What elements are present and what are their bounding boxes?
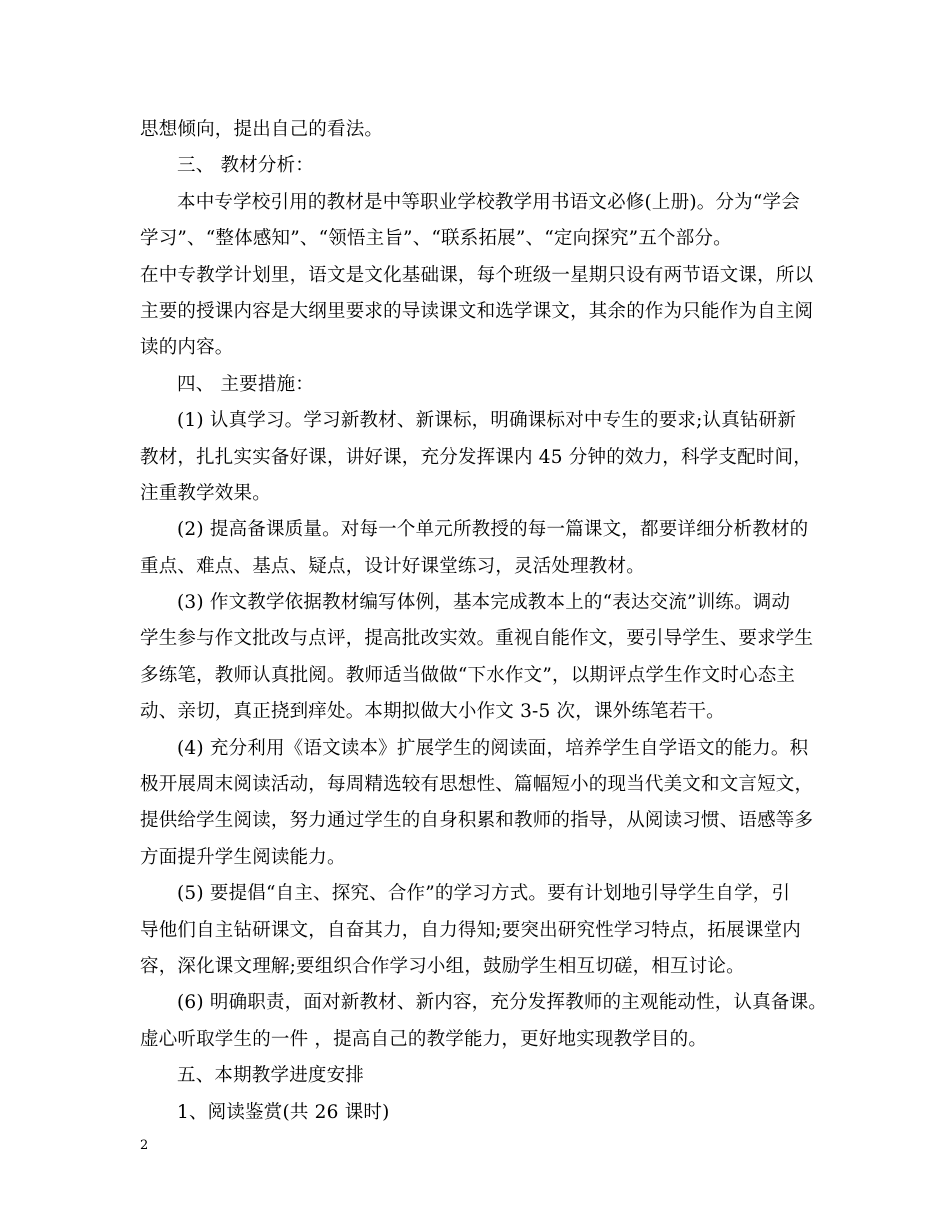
- text-line: 主要的授课内容是大纲里要求的导读课文和选学课文，其余的作为只能作为自主阅: [140, 300, 814, 322]
- text-line: 提供给学生阅读，努力通过学生的自身积累和教师的指导，从阅读习惯、语感等多: [140, 810, 814, 832]
- text-line: (6) 明确职责，面对新教材、新内容，充分发挥教师的主观能动性，认真备课。: [177, 992, 827, 1014]
- text-line: 学习”、“整体感知”、“领悟主旨”、“联系拓展”、“定向探究”五个部分。: [140, 228, 732, 250]
- text-line: 多练笔，教师认真批阅。教师适当做做“下水作文”，以期评点学生作文时心态主: [140, 664, 796, 686]
- text-line: 方面提升学生阅读能力。: [140, 846, 346, 868]
- text-line: 学生参与作文批改与点评，提高批改实效。重视自能作文，要引导学生、要求学生: [140, 628, 814, 650]
- text-line: 本中专学校引用的教材是中等职业学校教学用书语文必修(上册)。分为“学会: [177, 191, 800, 213]
- text-line: (2) 提高备课质量。对每一个单元所教授的每一篇课文，都要详细分析教材的: [177, 519, 809, 541]
- text-line: 注重教学效果。: [140, 482, 271, 504]
- text-line: 极开展周末阅读活动，每周精选较有思想性、篇幅短小的现当代美文和文言短文，: [140, 774, 814, 796]
- text-line: 在中专教学计划里，语文是文化基础课，每个班级一星期只设有两节语文课，所以: [140, 264, 814, 286]
- text-line: 五、本期教学进度安排: [177, 1065, 365, 1087]
- text-line: (4) 充分利用《语文读本》扩展学生的阅读面，培养学生自学语文的能力。积: [177, 737, 809, 759]
- text-line: 虚心听取学生的一件 ，提高自己的教学能力，更好地实现教学目的。: [140, 1028, 708, 1050]
- page-number: 2: [140, 1138, 149, 1153]
- text-line: 动、亲切，真正挠到痒处。本期拟做大小作文 3-5 次，课外练笔若干。: [140, 701, 725, 723]
- text-line: 四、 主要措施：: [177, 373, 314, 395]
- text-line: 导他们自主钻研课文，自奋其力，自力得知;要突出研究性学习特点，拓展课堂内: [140, 919, 801, 941]
- text-line: 重点、难点、基点、疑点，设计好课堂练习，灵活处理教材。: [140, 555, 645, 577]
- text-line: (1) 认真学习。学习新教材、新课标，明确课标对中专生的要求;认真钻研新: [177, 410, 797, 432]
- document-body: [140, 112, 830, 1131]
- text-line: (5) 要提倡“自主、探究、合作”的学习方式。要有计划地引导学生自学，引: [177, 883, 791, 905]
- text-line: 教材，扎扎实实备好课，讲好课，充分发挥课内 45 分钟的效力，科学支配时间，: [140, 446, 812, 468]
- text-line: 读的内容。: [140, 337, 234, 359]
- text-line: 1、阅读鉴赏(共 26 课时): [177, 1101, 390, 1123]
- text-line: (3) 作文教学依据教材编写体例，基本完成教本上的“表达交流”训练。调动: [177, 592, 791, 614]
- text-line: 容，深化课文理解;要组织合作学习小组，鼓励学生相互切磋，相互讨论。: [140, 955, 745, 977]
- text-line: 三、 教材分析：: [177, 155, 314, 177]
- text-line: 思想倾向，提出自己的看法。: [140, 119, 384, 140]
